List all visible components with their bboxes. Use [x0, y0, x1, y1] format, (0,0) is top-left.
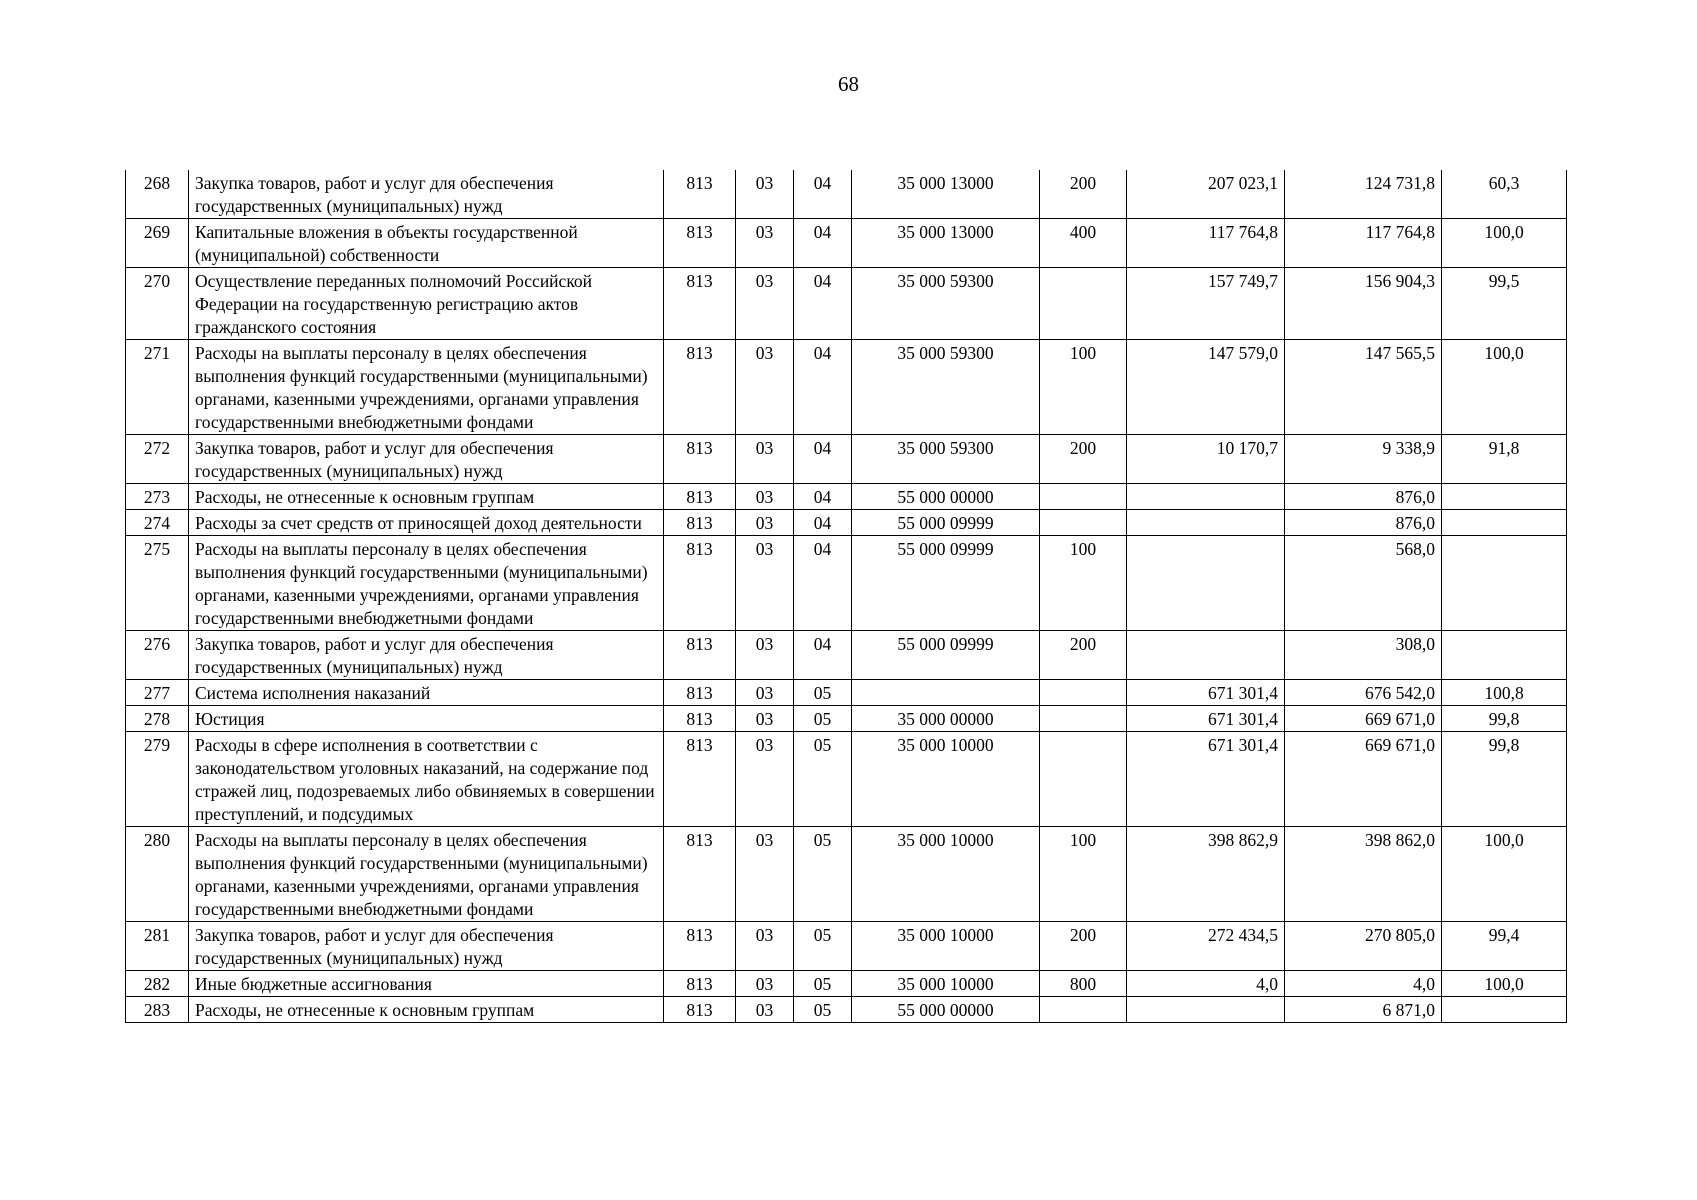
expense-type-code: 100: [1040, 536, 1127, 631]
expense-name: Расходы на выплаты персоналу в целях обеспечения выполнения функций государственными (муниципальными) органами, казенными учреждениями, органами управления государственными внебюджетными фондами: [189, 340, 664, 435]
section-code: 03: [736, 631, 794, 680]
table-row: [126, 997, 1567, 1023]
target-item-code: 35 000 59300: [852, 268, 1040, 340]
expense-name: Расходы в сфере исполнения в соответствии с законодательством уголовных наказаний, на содержание под стражей лиц, подозреваемых либо обвиняемых в совершении преступлений, и подсудимых: [189, 732, 664, 827]
actual-amount: 669 671,0: [1285, 732, 1442, 827]
department-code: 813: [664, 732, 736, 827]
actual-amount: 568,0: [1285, 536, 1442, 631]
department-code: 813: [664, 706, 736, 732]
row-number: 276: [126, 631, 189, 680]
expense-type-code: 200: [1040, 631, 1127, 680]
expense-name: Иные бюджетные ассигнования: [189, 971, 664, 997]
table-row: [126, 971, 1567, 997]
actual-amount: 156 904,3: [1285, 268, 1442, 340]
actual-amount: 6 871,0: [1285, 997, 1442, 1023]
execution-percent: [1442, 510, 1567, 536]
actual-amount: 270 805,0: [1285, 922, 1442, 971]
actual-amount: 669 671,0: [1285, 706, 1442, 732]
subsection-code: 04: [794, 340, 852, 435]
subsection-code: 04: [794, 631, 852, 680]
expense-name: Система исполнения наказаний: [189, 680, 664, 706]
table-row: [126, 340, 1567, 435]
expense-name: Закупка товаров, работ и услуг для обеспечения государственных (муниципальных) нужд: [189, 922, 664, 971]
planned-amount: [1127, 536, 1285, 631]
planned-amount: 671 301,4: [1127, 732, 1285, 827]
expense-type-code: [1040, 680, 1127, 706]
planned-amount: 272 434,5: [1127, 922, 1285, 971]
target-item-code: 55 000 00000: [852, 997, 1040, 1023]
execution-percent: 91,8: [1442, 435, 1567, 484]
planned-amount: 10 170,7: [1127, 435, 1285, 484]
planned-amount: [1127, 510, 1285, 536]
execution-percent: 99,8: [1442, 706, 1567, 732]
department-code: 813: [664, 922, 736, 971]
expense-type-code: [1040, 510, 1127, 536]
actual-amount: 117 764,8: [1285, 219, 1442, 268]
execution-percent: 99,8: [1442, 732, 1567, 827]
target-item-code: 35 000 13000: [852, 219, 1040, 268]
expense-name: Закупка товаров, работ и услуг для обеспечения государственных (муниципальных) нужд: [189, 435, 664, 484]
table-row: [126, 732, 1567, 827]
section-code: 03: [736, 971, 794, 997]
section-code: 03: [736, 435, 794, 484]
expense-name: Закупка товаров, работ и услуг для обеспечения государственных (муниципальных) нужд: [189, 631, 664, 680]
table-row: [126, 435, 1567, 484]
actual-amount: 398 862,0: [1285, 827, 1442, 922]
row-number: 273: [126, 484, 189, 510]
target-item-code: 55 000 09999: [852, 536, 1040, 631]
expense-type-code: [1040, 997, 1127, 1023]
expense-type-code: 800: [1040, 971, 1127, 997]
section-code: 03: [736, 484, 794, 510]
section-code: 03: [736, 268, 794, 340]
expense-type-code: 400: [1040, 219, 1127, 268]
section-code: 03: [736, 510, 794, 536]
execution-percent: 99,5: [1442, 268, 1567, 340]
page-number: 68: [838, 72, 859, 96]
subsection-code: 04: [794, 435, 852, 484]
expense-type-code: [1040, 732, 1127, 827]
planned-amount: 157 749,7: [1127, 268, 1285, 340]
planned-amount: 671 301,4: [1127, 680, 1285, 706]
actual-amount: 124 731,8: [1285, 170, 1442, 219]
department-code: 813: [664, 219, 736, 268]
section-code: 03: [736, 219, 794, 268]
department-code: 813: [664, 631, 736, 680]
subsection-code: 05: [794, 827, 852, 922]
target-item-code: 55 000 09999: [852, 510, 1040, 536]
subsection-code: 04: [794, 536, 852, 631]
subsection-code: 04: [794, 510, 852, 536]
expense-type-code: 100: [1040, 340, 1127, 435]
table-row: [126, 170, 1567, 219]
execution-percent: 100,0: [1442, 827, 1567, 922]
expense-type-code: [1040, 268, 1127, 340]
table-row: [126, 827, 1567, 922]
target-item-code: 35 000 59300: [852, 435, 1040, 484]
section-code: 03: [736, 680, 794, 706]
actual-amount: 147 565,5: [1285, 340, 1442, 435]
table-row: [126, 631, 1567, 680]
row-number: 274: [126, 510, 189, 536]
target-item-code: 35 000 13000: [852, 170, 1040, 219]
expense-name: Расходы, не отнесенные к основным группам: [189, 484, 664, 510]
table-body: [126, 170, 1567, 1023]
section-code: 03: [736, 732, 794, 827]
expense-type-code: [1040, 484, 1127, 510]
section-code: 03: [736, 997, 794, 1023]
execution-percent: [1442, 631, 1567, 680]
subsection-code: 05: [794, 732, 852, 827]
target-item-code: 55 000 09999: [852, 631, 1040, 680]
execution-percent: 99,4: [1442, 922, 1567, 971]
actual-amount: 9 338,9: [1285, 435, 1442, 484]
department-code: 813: [664, 971, 736, 997]
row-number: 270: [126, 268, 189, 340]
department-code: 813: [664, 827, 736, 922]
row-number: 281: [126, 922, 189, 971]
table-row: [126, 268, 1567, 340]
execution-percent: 100,0: [1442, 340, 1567, 435]
row-number: 271: [126, 340, 189, 435]
execution-percent: 100,8: [1442, 680, 1567, 706]
subsection-code: 05: [794, 680, 852, 706]
target-item-code: 55 000 00000: [852, 484, 1040, 510]
subsection-code: 05: [794, 706, 852, 732]
subsection-code: 05: [794, 997, 852, 1023]
department-code: 813: [664, 340, 736, 435]
target-item-code: [852, 680, 1040, 706]
table-row: [126, 536, 1567, 631]
department-code: 813: [664, 268, 736, 340]
planned-amount: 4,0: [1127, 971, 1285, 997]
row-number: 268: [126, 170, 189, 219]
execution-percent: 60,3: [1442, 170, 1567, 219]
department-code: 813: [664, 680, 736, 706]
target-item-code: 35 000 59300: [852, 340, 1040, 435]
row-number: 269: [126, 219, 189, 268]
planned-amount: [1127, 484, 1285, 510]
table-row: [126, 219, 1567, 268]
row-number: 278: [126, 706, 189, 732]
actual-amount: 4,0: [1285, 971, 1442, 997]
target-item-code: 35 000 10000: [852, 922, 1040, 971]
table-row: [126, 680, 1567, 706]
expense-name: Капитальные вложения в объекты государственной (муниципальной) собственности: [189, 219, 664, 268]
expense-name: Юстиция: [189, 706, 664, 732]
row-number: 280: [126, 827, 189, 922]
planned-amount: 671 301,4: [1127, 706, 1285, 732]
planned-amount: 117 764,8: [1127, 219, 1285, 268]
execution-percent: [1442, 997, 1567, 1023]
actual-amount: 876,0: [1285, 484, 1442, 510]
execution-percent: 100,0: [1442, 219, 1567, 268]
expense-type-code: [1040, 706, 1127, 732]
target-item-code: 35 000 10000: [852, 827, 1040, 922]
subsection-code: 04: [794, 219, 852, 268]
department-code: 813: [664, 435, 736, 484]
section-code: 03: [736, 340, 794, 435]
expense-name: Расходы, не отнесенные к основным группам: [189, 997, 664, 1023]
row-number: 272: [126, 435, 189, 484]
execution-percent: 100,0: [1442, 971, 1567, 997]
subsection-code: 05: [794, 971, 852, 997]
subsection-code: 04: [794, 268, 852, 340]
planned-amount: 147 579,0: [1127, 340, 1285, 435]
target-item-code: 35 000 00000: [852, 706, 1040, 732]
planned-amount: [1127, 997, 1285, 1023]
section-code: 03: [736, 170, 794, 219]
subsection-code: 05: [794, 922, 852, 971]
expense-type-code: 200: [1040, 170, 1127, 219]
expense-type-code: 200: [1040, 435, 1127, 484]
execution-percent: [1442, 536, 1567, 631]
actual-amount: 676 542,0: [1285, 680, 1442, 706]
expense-name: Осуществление переданных полномочий Российской Федерации на государственную регистрацию актов гражданского состояния: [189, 268, 664, 340]
department-code: 813: [664, 510, 736, 536]
department-code: 813: [664, 484, 736, 510]
target-item-code: 35 000 10000: [852, 971, 1040, 997]
expense-name: Расходы за счет средств от приносящей доход деятельности: [189, 510, 664, 536]
planned-amount: [1127, 631, 1285, 680]
row-number: 282: [126, 971, 189, 997]
budget-table: [125, 170, 1567, 1023]
expense-name: Закупка товаров, работ и услуг для обеспечения государственных (муниципальных) нужд: [189, 170, 664, 219]
actual-amount: 876,0: [1285, 510, 1442, 536]
planned-amount: 398 862,9: [1127, 827, 1285, 922]
subsection-code: 04: [794, 484, 852, 510]
execution-percent: [1442, 484, 1567, 510]
table-row: [126, 706, 1567, 732]
subsection-code: 04: [794, 170, 852, 219]
actual-amount: 308,0: [1285, 631, 1442, 680]
table-row: [126, 510, 1567, 536]
department-code: 813: [664, 170, 736, 219]
section-code: 03: [736, 706, 794, 732]
expense-type-code: 100: [1040, 827, 1127, 922]
row-number: 275: [126, 536, 189, 631]
section-code: 03: [736, 827, 794, 922]
table-row: [126, 484, 1567, 510]
planned-amount: 207 023,1: [1127, 170, 1285, 219]
section-code: 03: [736, 922, 794, 971]
department-code: 813: [664, 536, 736, 631]
row-number: 277: [126, 680, 189, 706]
department-code: 813: [664, 997, 736, 1023]
row-number: 279: [126, 732, 189, 827]
row-number: 283: [126, 997, 189, 1023]
expense-name: Расходы на выплаты персоналу в целях обеспечения выполнения функций государственными (муниципальными) органами, казенными учреждениями, органами управления государственными внебюджетными фондами: [189, 827, 664, 922]
target-item-code: 35 000 10000: [852, 732, 1040, 827]
section-code: 03: [736, 536, 794, 631]
table-row: [126, 922, 1567, 971]
expense-type-code: 200: [1040, 922, 1127, 971]
expense-name: Расходы на выплаты персоналу в целях обеспечения выполнения функций государственными (муниципальными) органами, казенными учреждениями, органами управления государственными внебюджетными фондами: [189, 536, 664, 631]
